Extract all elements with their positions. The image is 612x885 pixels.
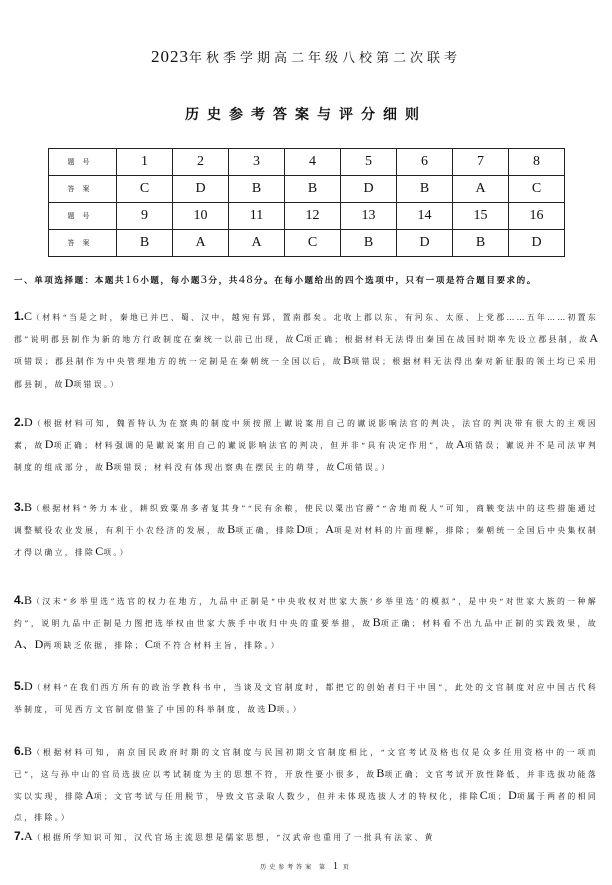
footer-label: 历史参考答案 [260,864,315,871]
section-text: 分，共 [208,276,239,286]
explanation-text: 项错误；根据材料无法得出秦对新征服的领土均已采用郡县制，故 [14,357,598,389]
explanation-text: 项错误；谳说并不是司法审判制度的组成部分，故 [14,441,598,473]
option-letter: C [144,637,153,652]
option-letter: B [372,615,381,630]
answer-cell: C [509,176,565,203]
row-label-question: 题号 [49,203,117,230]
explanation-text: 项； [304,526,326,536]
option-letter: B [376,766,385,781]
answer-table [48,148,565,257]
explanation-text: 项正确；材料强调的是谳说案用自己的谳说影响法官的判决，但并非“具有决定作用”，故 [53,441,457,451]
section-text: 分。在每小题给出的四个选项中，只有一项是符合题目要求的。 [254,276,537,286]
question-number: 7. [14,829,25,843]
row-label-answer: 答案 [49,176,117,203]
option-letter: C [295,331,304,346]
answer-cell: B [285,176,341,203]
option-letter: D [296,522,305,537]
explanation-text: 项错误。） [344,463,392,473]
option-letter: A、D [14,637,44,652]
explanation-text: 两项缺乏依据，排除； [43,641,145,651]
explanation-text: 项属于两者的相同点，排除。） [14,792,599,822]
answer-explanation-1 [14,306,598,395]
answer-cell: C [117,176,173,203]
option-letter: D [508,788,517,803]
option-letter: B [105,459,114,474]
answer-cell: A [173,230,229,257]
correct-answer: B [24,744,33,758]
option-letter: C [336,459,345,474]
correct-answer: D [24,679,33,693]
answer-cell: B [397,176,453,203]
answer-explanation-7 [14,826,598,848]
answer-cell: B [229,176,285,203]
option-letter: A [456,437,465,452]
question-number: 4. [14,593,25,607]
question-number: 6 [397,149,453,176]
option-letter: A [325,522,334,537]
page-footer [0,861,612,872]
answer-explanation-3 [14,497,598,564]
row-label-answer: 答案 [49,230,117,257]
question-number: 7 [453,149,509,176]
answer-explanation-6 [14,741,598,828]
section-text: 小题，每小题 [140,276,201,286]
explanation-text: 项。） [103,548,130,558]
question-number: 5. [14,679,25,693]
explanation-text: （汉末“乡举里选”选官的权力在地方，九品中正制是“中央收权对世家大族‘乡举里选’的模拟”，是中央“对世家大族的一种解约”，说明九品中正制是力图把选举权由世家大族手中收归中央的重要举措，故 [14,597,598,629]
question-number: 16 [509,203,565,230]
explanation-text: （根据材料“务力本业，耕织致粟帛多者复其身”“民有余粮，使民以粟出官爵”“舍地而税人”可知，商鞅变法中的这些措施通过调整赋役农业发展，有利于小农经济的发展，故 [14,504,598,536]
section-heading [14,268,598,292]
correct-answer: C [24,309,33,323]
question-number: 8 [509,149,565,176]
answer-cell: B [341,230,397,257]
question-number: 5 [341,149,397,176]
explanation-text: 项正确；文官考试开放性降低，并非选拔功能落实以实现，排除 [14,770,598,802]
option-letter: D [44,437,54,452]
question-number: 14 [397,203,453,230]
question-number: 12 [285,203,341,230]
correct-answer: D [24,415,33,429]
question-number: 2 [173,149,229,176]
explanation-text: 项错误；郡县制作为中央管理地方的统一定制是在秦朝统一全国以后，故 [14,357,344,367]
option-letter: D [64,375,74,390]
answer-cell: B [117,230,173,257]
explanation-text: 项不符合材料主旨，排除。） [152,641,281,651]
section-text: 一、单项选择题：本题共 [14,276,126,286]
table-row [49,203,565,230]
option-letter: A [85,788,94,803]
question-number: 11 [229,203,285,230]
total-points: 48 [238,272,255,286]
option-letter: C [479,788,488,803]
answer-explanation-4 [14,590,598,657]
question-number: 15 [453,203,509,230]
explanation-text: 项正确；材料看不出九品中正制的实践效果，故 [380,619,598,629]
explanation-text: 项错误。） [73,379,121,389]
answer-explanation-5 [14,676,598,720]
explanation-text: （根据材料可知，南京国民政府时期的文官制度与民国初期文官制度相比，“文官考试及格也仅是众多任用资格中的一项而已”，这与孙中山的官员选拔应以考试制度为主的思想不符，开放性要小很多，故 [14,748,598,780]
answer-cell: D [341,176,397,203]
question-number: 9 [117,203,173,230]
explanation-text: 项； [487,792,509,802]
explanation-text: （根据所学知识可知，汉代官场主流思想是儒家思想，“汉武帝也重用了一批具有法家、黄 [32,833,435,842]
question-number: 3 [229,149,285,176]
explanation-text: 项正确；根据材料无法得出秦国在战国时期率先设立郡县制，故 [303,335,590,345]
table-row [49,149,565,176]
correct-answer: A [24,829,33,843]
question-number: 6. [14,744,25,758]
page-header [0,47,612,67]
explanation-text: 项。） [276,705,303,715]
answer-cell: B [453,230,509,257]
question-number: 3. [14,500,25,514]
table-row [49,176,565,203]
points-per-question: 3 [200,272,209,286]
answer-cell: A [453,176,509,203]
document-title: 历史参考答案与评分细则 [185,107,427,123]
table-row [49,230,565,257]
footer-page-suffix: 页 [342,864,352,871]
explanation-text: 项是对材料的片面理解，排除；秦朝统一全国后中央集权制才得以确立，排除 [14,526,598,558]
question-number: 1 [117,149,173,176]
answer-cell: D [509,230,565,257]
option-letter: B [343,353,352,368]
question-number: 13 [341,203,397,230]
explanation-text: 项正确，排除 [235,526,297,536]
explanation-text: （材料“在我们西方所有的政治学教科书中，当谈及文官制度时，都把它的创始者归于中国”，此处的文官制度对应中国古代科举制度，可见西方文官制度借鉴了中国的科举制度，故选 [14,683,598,715]
option-letter: C [95,544,104,559]
explanation-text: （根据材料可知，魏晋特认为在察典的制度中须按照上谳说案用自己的谳说影响法官的判决，法官的判决带有很大的主观因素，故 [14,419,598,451]
option-letter: B [227,522,236,537]
option-letter: D [267,701,277,716]
explanation-text: 项错误；材料没有体现出察典在摆民主的萌芽，故 [113,463,337,473]
question-count: 16 [125,272,141,286]
answer-explanation-2 [14,412,598,479]
header-title: 年秋季学期高二年级八校第二次联考 [188,51,461,66]
question-number: 4 [285,149,341,176]
footer-page-prefix: 第 [319,864,329,871]
row-label-question: 题号 [49,149,117,176]
correct-answer: B [24,593,33,607]
question-number: 10 [173,203,229,230]
explanation-text: 项；文官考试与任用脱节，导致文官录取人数少，但并未体现选拔人才的特权化，排除 [93,792,480,802]
question-number: 1. [14,309,25,323]
explanation-text: （材料“当是之时，秦地已并巴、蜀、汉中，越宛有郢，置南郡矣。北收上郡以东，有河东、太原、上党郡……五年……初置东郡”说明郡县制作为新的地方行政制度在秦统一以前已出现，故 [14,313,598,345]
answer-cell: D [173,176,229,203]
answer-cell: D [397,230,453,257]
correct-answer: B [24,500,33,514]
option-letter: A [589,331,598,346]
answer-cell: C [285,230,341,257]
header-year: 2023 [150,47,189,66]
page-number: 1 [332,861,338,872]
question-number: 2. [14,415,25,429]
answer-cell: A [229,230,285,257]
